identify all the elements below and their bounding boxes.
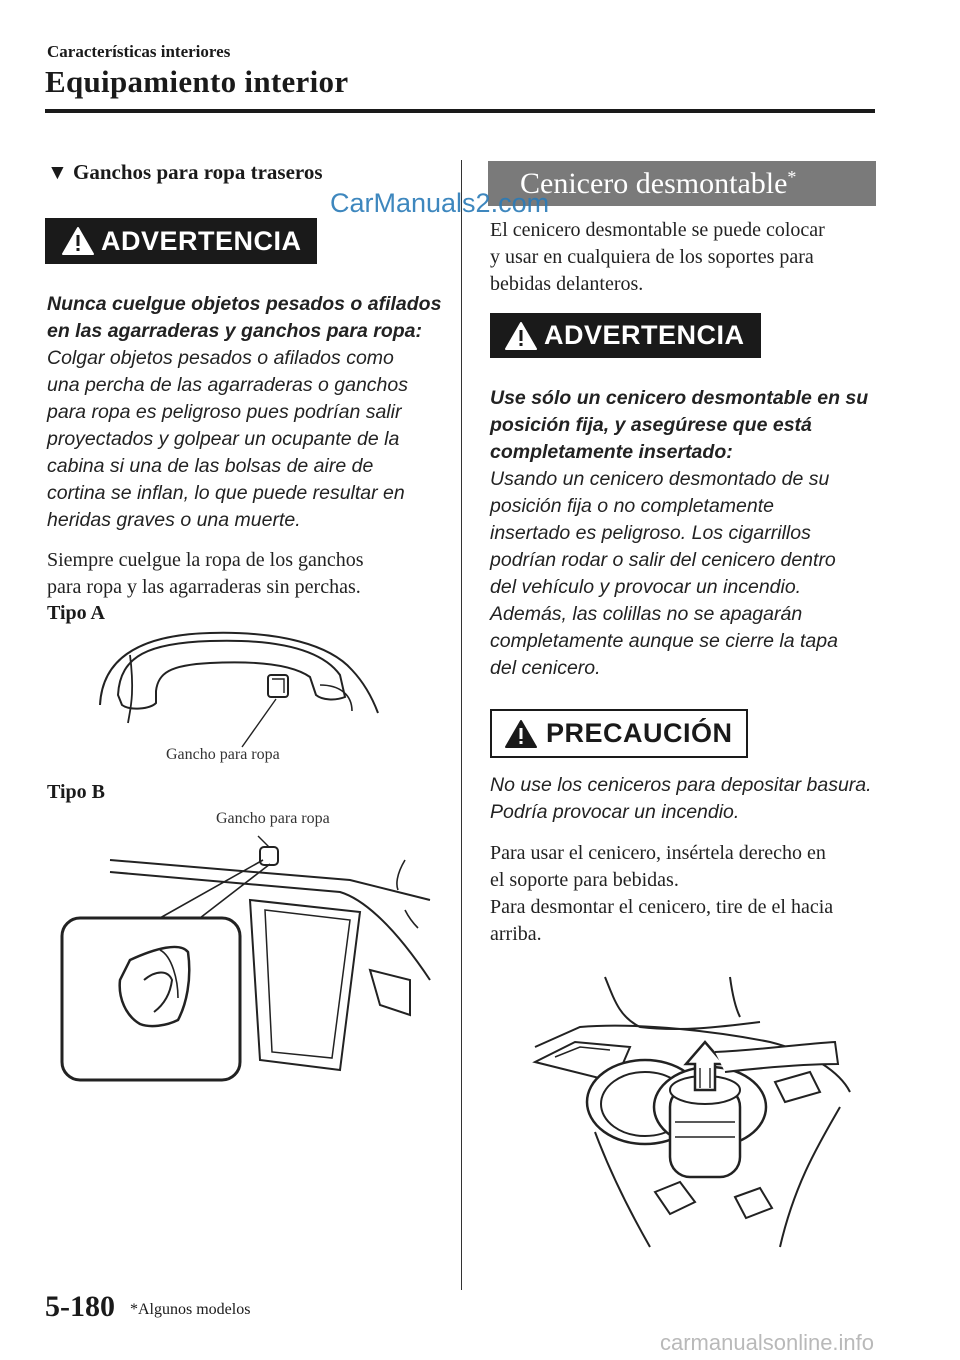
watermark-bottom: carmanualsonline.info <box>660 1330 875 1355</box>
warning-triangle-icon <box>61 226 95 256</box>
warning-bold-line: Nunca cuelgue objetos pesados o afilados <box>47 293 442 315</box>
warning-box-left <box>45 218 317 264</box>
footnote: *Algunos modelos <box>130 1301 251 1318</box>
coat-hook-illustration <box>60 830 430 1085</box>
section-label: Características interiores <box>47 42 231 61</box>
warning-box-right <box>490 313 761 358</box>
body-line: para ropa y las agarraderas sin perchas. <box>47 576 361 598</box>
body-line: y usar en cualquiera de los soportes para <box>490 246 814 268</box>
warning-line: Usando un cenicero desmontado de su <box>490 468 830 490</box>
body-line: Siempre cuelgue la ropa de los ganchos <box>47 549 364 571</box>
banner-mark: * <box>787 167 797 187</box>
body-line: bebidas delanteros. <box>490 273 644 295</box>
warning-line: Además, las colillas no se apagarán <box>490 603 803 625</box>
warning-line: podrían rodar o salir del cenicero dentro <box>490 549 836 571</box>
warning-line: insertado es peligroso. Los cigarrillos <box>490 522 811 544</box>
watermark-top: CarManuals2.com <box>330 188 550 218</box>
body-line: El cenicero desmontable se puede colocar <box>490 219 825 241</box>
warning-bold-line: completamente insertado: <box>490 441 733 463</box>
warning-line: cabina si una de las bolsas de aire de <box>47 455 374 477</box>
warning-line: del vehículo y provocar un incendio. <box>490 576 802 598</box>
caution-triangle-icon <box>504 719 538 749</box>
warning-line: del cenicero. <box>490 657 601 679</box>
column-divider <box>461 160 462 1290</box>
warning-label: ADVERTENCIA <box>101 225 302 256</box>
warning-text-left <box>47 291 447 534</box>
warning-line: Colgar objetos pesados o afilados como <box>47 347 394 369</box>
warning-triangle-icon <box>504 321 538 351</box>
warning-text-right <box>490 385 910 682</box>
warning-line: heridas graves o una muerte. <box>47 509 301 531</box>
body-line: el soporte para bebidas. <box>490 869 679 891</box>
warning-bold-line: en las agarraderas y ganchos para ropa: <box>47 320 422 342</box>
grab-handle-illustration <box>90 625 390 745</box>
body-line: arriba. <box>490 923 542 945</box>
body-text-intro <box>490 217 890 298</box>
subsection-heading: ▼ Ganchos para ropa traseros <box>47 160 323 184</box>
body-line: Para desmontar el cenicero, tire de el hacia <box>490 896 834 918</box>
caution-line: No use los ceniceros para depositar basura. <box>490 774 872 796</box>
caution-box <box>490 709 748 758</box>
page-title: Equipamiento interior <box>45 64 349 99</box>
warning-line: proyectados y golpear un ocupante de la <box>47 428 400 450</box>
figure-caption-b: Gancho para ropa <box>216 810 330 827</box>
banner-title: Cenicero desmontable <box>520 167 788 200</box>
caution-text <box>490 772 930 826</box>
warning-bold-line: posición fija, y asegúrese que está <box>490 414 812 436</box>
ashtray-console-illustration <box>520 972 850 1257</box>
body-text-usage <box>490 840 910 948</box>
body-line: Para usar el cenicero, insértela derecho en <box>490 842 826 864</box>
caution-line: Podría provocar un incendio. <box>490 801 740 823</box>
type-a-label: Tipo A <box>47 602 105 624</box>
warning-line: posición fija o no completamente <box>490 495 774 517</box>
page-number: 5-180 <box>45 1290 115 1323</box>
warning-line: una percha de las agarraderas o ganchos <box>47 374 408 396</box>
warning-line: completamente aunque se cierre la tapa <box>490 630 838 652</box>
body-text-left <box>47 547 447 601</box>
type-b-label: Tipo B <box>47 781 105 803</box>
warning-line: para ropa es peligroso pues podrían salir <box>47 401 402 423</box>
warning-bold-line: Use sólo un cenicero desmontable en su <box>490 387 869 409</box>
header-rule <box>45 109 875 113</box>
figure-caption-a: Gancho para ropa <box>166 746 280 763</box>
caution-label: PRECAUCIÓN <box>546 718 733 748</box>
warning-line: cortina se inflan, lo que puede resultar en <box>47 482 405 504</box>
warning-label: ADVERTENCIA <box>544 320 745 350</box>
